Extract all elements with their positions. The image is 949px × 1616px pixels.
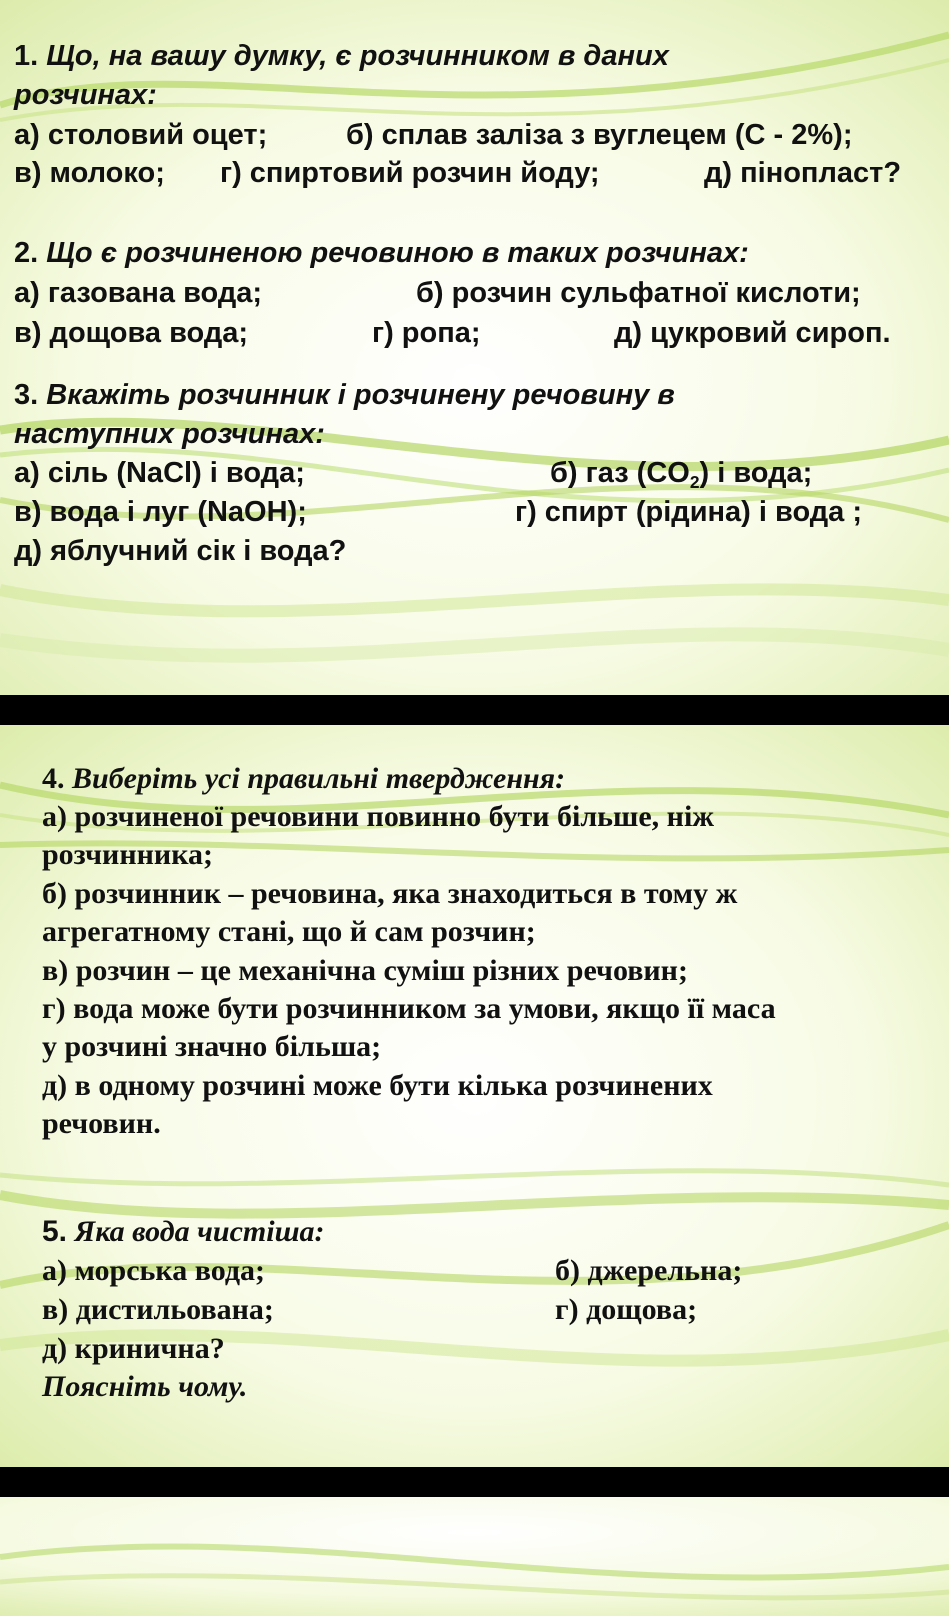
- q2-title: Що є розчиненою речовиною в таких розчинах:: [46, 237, 749, 269]
- q3-title-line1: [14, 379, 675, 412]
- q1-title: Що, на вашу думку, є розчинником в даних: [46, 40, 669, 72]
- q4-option-b-line1: б) розчинник – речовина, яка знаходиться в тому ж: [42, 877, 738, 910]
- q2-title-line: [14, 237, 749, 270]
- q5-title: Яка вода чистіша:: [74, 1215, 325, 1248]
- q3-option-b-subscript: 2: [689, 472, 700, 493]
- q4-option-a-line1: а) розчиненої речовини повинно бути більше, ніж: [42, 800, 715, 833]
- q4-option-v: в) розчин – це механічна суміш різних речовин;: [42, 954, 688, 987]
- q3-title: Вкажіть розчинник і розчинену речовину в: [46, 379, 675, 411]
- q4-option-d-line2: речовин.: [42, 1107, 161, 1140]
- q3-option-d: д) яблучний сік і вода?: [14, 535, 347, 567]
- q3-option-a: а) сіль (NaCl) і вода;: [14, 457, 305, 489]
- q5-explain: Поясніть чому.: [42, 1370, 248, 1403]
- q2-option-d: д) цукровий сироп.: [614, 317, 891, 349]
- q4-title: Виберіть усі правильні твердження:: [72, 762, 566, 795]
- q2-option-g: г) ропа;: [372, 317, 481, 349]
- q2-number: 2.: [14, 237, 39, 269]
- q1-option-d: д) пінопласт?: [704, 157, 902, 189]
- slide-3: [0, 1497, 949, 1616]
- q1-title-line1: [14, 40, 669, 73]
- q2-option-v: в) дощова вода;: [14, 317, 249, 349]
- q3-option-b: [550, 457, 812, 493]
- q5-option-b: б) джерельна;: [555, 1254, 743, 1287]
- q4-title-line: [42, 762, 565, 796]
- q4-option-d-line1: д) в одному розчині може бути кілька розчинених: [42, 1069, 713, 1102]
- q5-title-line: [42, 1215, 325, 1249]
- green-wave-background: [0, 1497, 949, 1616]
- q1-option-a: а) столовий оцет;: [14, 119, 268, 151]
- q5-option-d: д) кринична?: [42, 1332, 225, 1365]
- q1-number: 1.: [14, 40, 39, 72]
- q2-option-b: б) розчин сульфатної кислоти;: [416, 277, 861, 309]
- q3-number: 3.: [14, 379, 39, 411]
- q5-option-g: г) дощова;: [555, 1293, 698, 1326]
- q5-option-a: а) морська вода;: [42, 1254, 266, 1287]
- q1-title-line2: розчинах:: [14, 79, 157, 111]
- q2-option-a: а) газована вода;: [14, 277, 263, 309]
- q3-option-v: в) вода і луг (NaOH);: [14, 496, 307, 528]
- q4-number: 4.: [42, 762, 65, 795]
- q4-option-g-line1: г) вода може бути розчинником за умови, якщо її маса: [42, 992, 776, 1025]
- q1-option-g: г) спиртовий розчин йоду;: [220, 157, 600, 189]
- q3-option-b-text: б) газ (CO: [550, 457, 690, 489]
- q4-option-a-line2: розчинника;: [42, 838, 214, 871]
- q1-option-v: в) молоко;: [14, 157, 165, 189]
- q3-option-g: г) спирт (рідина) і вода ;: [515, 496, 863, 528]
- q5-option-v: в) дистильована;: [42, 1293, 274, 1326]
- slide-2: [0, 725, 949, 1467]
- slide-1: [0, 0, 949, 695]
- q3-option-b-text-end: ) і вода;: [699, 457, 813, 489]
- q3-title-line2: наступних розчинах:: [14, 418, 325, 450]
- q4-option-b-line2: агрегатному стані, що й сам розчин;: [42, 915, 536, 948]
- q4-option-g-line2: у розчині значно більша;: [42, 1030, 382, 1063]
- q5-number: 5.: [42, 1215, 68, 1248]
- q1-option-b: б) сплав заліза з вуглецем (С - 2%);: [346, 119, 853, 151]
